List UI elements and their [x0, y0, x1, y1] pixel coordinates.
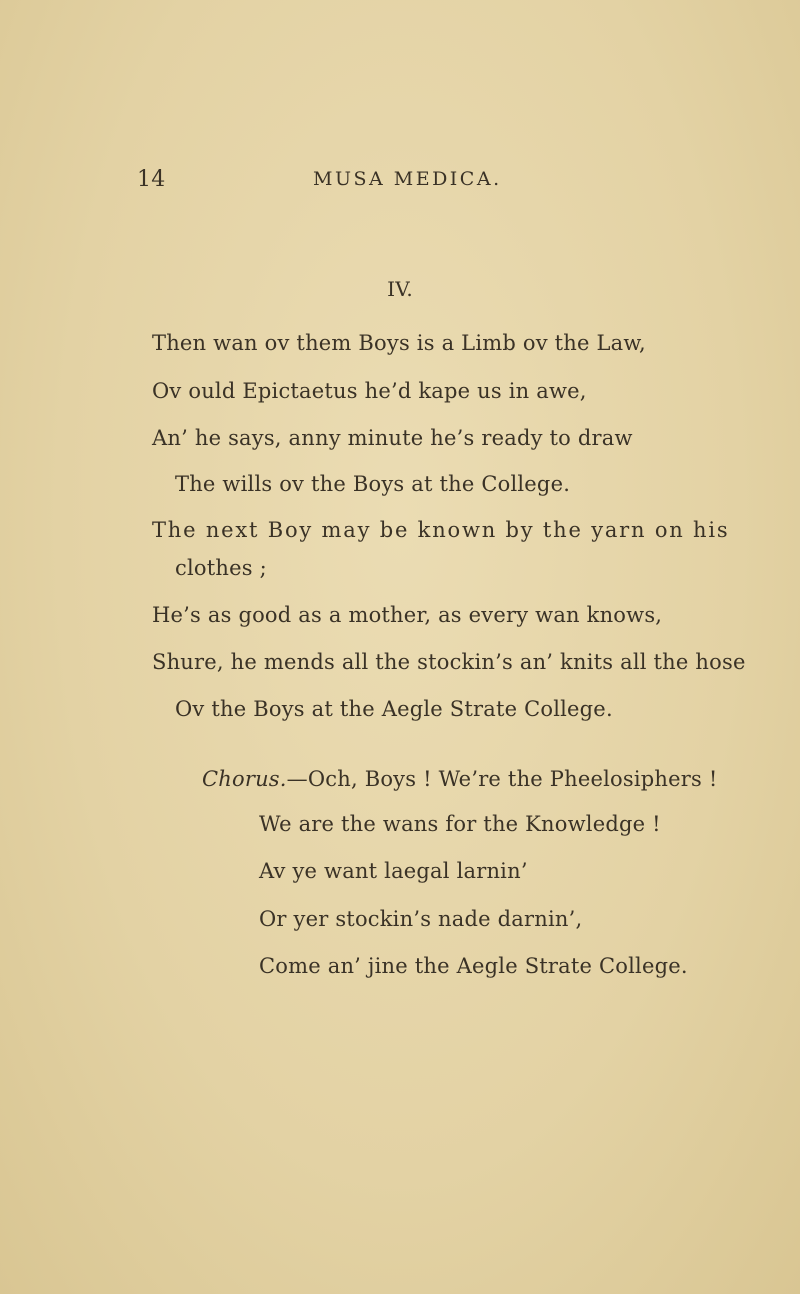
stanza-line-5: The next Boy may be known by the yarn on his: [152, 518, 730, 542]
chorus-line-3: Av ye want laegal larnin’: [259, 859, 528, 883]
stanza-line-8: Shure, he mends all the stockin’s an’ knits all the hose: [152, 650, 746, 674]
stanza-line-9: Ov the Boys at the Aegle Strate College.: [175, 697, 613, 721]
chorus-first-line: [202, 767, 718, 791]
chorus-line-1: —Och, Boys ! We’re the Pheelosiphers !: [286, 767, 718, 791]
stanza-line-2: Ov ould Epictaetus he’d kape us in awe,: [152, 379, 587, 403]
chorus-line-4: Or yer stockin’s nade darnin’,: [259, 907, 583, 931]
stanza-line-7: He’s as good as a mother, as every wan knows,: [152, 603, 663, 627]
stanza-line-6: clothes ;: [175, 556, 267, 580]
chorus-label: Chorus.: [202, 767, 287, 791]
chorus-line-2: We are the wans for the Knowledge !: [259, 812, 661, 836]
page-number: 14: [137, 167, 166, 192]
running-title: MUSA MEDICA.: [313, 168, 502, 190]
chorus-line-5: Come an’ jine the Aegle Strate College.: [259, 954, 688, 978]
stanza-line-4: The wills ov the Boys at the College.: [175, 472, 571, 496]
stanza-line-1: Then wan ov them Boys is a Limb ov the Law,: [152, 331, 646, 355]
section-number: IV.: [387, 277, 413, 301]
stanza-line-3: An’ he says, anny minute he’s ready to draw: [152, 426, 633, 450]
